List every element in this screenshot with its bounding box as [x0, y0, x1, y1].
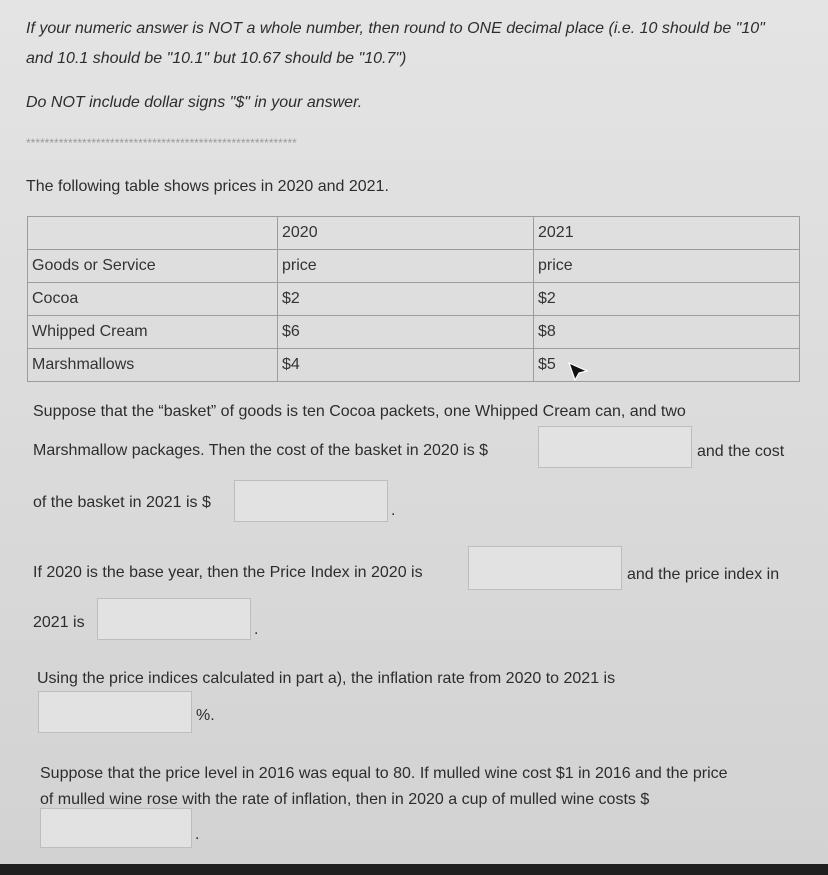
subheader-price-2021: price	[534, 250, 800, 283]
subheader-goods: Goods or Service	[28, 250, 278, 283]
row-price-2020: $4	[278, 349, 534, 382]
row-item: Whipped Cream	[28, 316, 278, 349]
table-intro: The following table shows prices in 2020 and 2021.	[26, 178, 389, 195]
q1-after-input1: and the cost	[697, 443, 785, 460]
q2-period: .	[254, 621, 259, 638]
q3-line1: Using the price indices calculated in part a), the inflation rate from 2020 to 2021 is	[37, 670, 616, 687]
q1-line3: of the basket in 2021 is $	[33, 494, 211, 511]
q1-line2: Marshmallow packages. Then the cost of the basket in 2020 is $	[33, 442, 489, 459]
rounding-instruction-line2: and 10.1 should be "10.1" but 10.67 should be "10.7")	[26, 50, 407, 67]
mulled-wine-cost-input[interactable]	[40, 808, 192, 848]
basket-2021-input[interactable]	[234, 480, 388, 522]
percent-sign: %.	[196, 707, 215, 724]
table-row	[28, 316, 800, 349]
q1-line1: Suppose that the “basket” of goods is ten Cocoa packets, one Whipped Cream can, and two	[33, 403, 686, 420]
no-dollar-instruction: Do NOT include dollar signs "$" in your answer.	[26, 94, 363, 111]
row-price-2021: $5	[534, 349, 800, 382]
rounding-instruction-line1: If your numeric answer is NOT a whole number, then round to ONE decimal place (i.e. 10 should be "10"	[26, 20, 765, 37]
inflation-rate-input[interactable]	[38, 691, 192, 733]
header-cell-2021: 2021	[534, 217, 800, 250]
table-row	[28, 283, 800, 316]
price-table	[27, 216, 800, 382]
mouse-pointer-icon	[567, 360, 589, 382]
q4-period: .	[195, 826, 200, 843]
q1-period: .	[391, 502, 396, 519]
table-row	[28, 349, 800, 382]
table-header-row	[28, 217, 800, 250]
row-item: Marshmallows	[28, 349, 278, 382]
header-cell-2020: 2020	[278, 217, 534, 250]
row-price-2021: $2	[534, 283, 800, 316]
separator-stars: **********************************************************	[26, 136, 297, 150]
basket-2020-input[interactable]	[538, 426, 692, 468]
table-subheader-row	[28, 250, 800, 283]
row-price-2021: $8	[534, 316, 800, 349]
header-cell-blank	[28, 217, 278, 250]
row-price-2020: $2	[278, 283, 534, 316]
q2-line1: If 2020 is the base year, then the Price Index in 2020 is	[33, 564, 423, 581]
screen-bottom-edge	[0, 864, 828, 875]
row-price-2020: $6	[278, 316, 534, 349]
q4-line2: of mulled wine rose with the rate of inflation, then in 2020 a cup of mulled wine costs $	[40, 791, 650, 808]
price-index-2021-input[interactable]	[97, 598, 251, 640]
q2-line2: 2021 is	[33, 614, 85, 631]
row-item: Cocoa	[28, 283, 278, 316]
subheader-price-2020: price	[278, 250, 534, 283]
q2-after-input1: and the price index in	[627, 566, 780, 583]
price-index-2020-input[interactable]	[468, 546, 622, 590]
q4-line1: Suppose that the price level in 2016 was equal to 80. If mulled wine cost $1 in 2016 and the price	[40, 765, 728, 782]
